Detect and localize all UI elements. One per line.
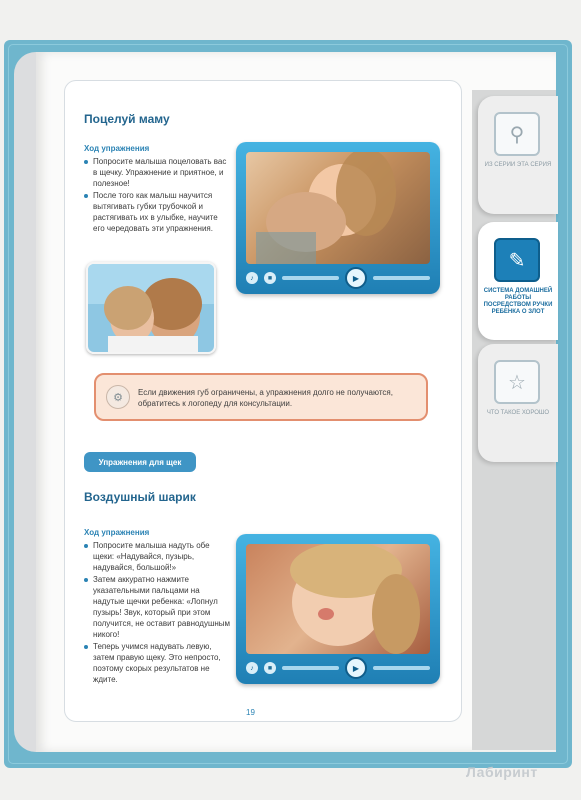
video-controls: [246, 660, 430, 676]
tab-label: ИЗ СЕРИИ ЭТА СЕРИЯ: [484, 162, 552, 168]
gear-icon: ⚙: [106, 385, 130, 409]
play-button[interactable]: ▶: [345, 657, 367, 679]
tip-text: Если движения губ ограничены, а упражнения долго не получаются, обратитесь к логопеду для консультации.: [138, 388, 393, 408]
progress-track[interactable]: [282, 276, 339, 280]
section-label: Упражнения для щек: [84, 452, 196, 472]
tab-homework[interactable]: [478, 222, 558, 340]
volume-button[interactable]: ♪: [246, 272, 258, 284]
section1-title: Поцелуй маму: [84, 112, 170, 126]
progress-track[interactable]: [373, 276, 430, 280]
tab-label: ЧТО ТАКОЕ ХОРОШО: [486, 410, 550, 416]
volume-button[interactable]: ♪: [246, 662, 258, 674]
video-player: [236, 534, 440, 684]
watermark-logo: Лабиринт: [466, 764, 538, 780]
list-item: Попросите малыша надуть обе щеки: «Надувайся, пузырь, надувайся, большой!»: [84, 540, 232, 573]
tab-search[interactable]: [478, 96, 558, 214]
video-frame-kiss: [246, 152, 430, 264]
progress-track[interactable]: [282, 666, 339, 670]
video-controls: [246, 270, 430, 286]
stop-button[interactable]: ■: [264, 662, 276, 674]
section1-steps: [84, 156, 230, 235]
star-icon: ☆: [494, 360, 540, 404]
progress-track[interactable]: [373, 666, 430, 670]
pencil-icon: ✎: [494, 238, 540, 282]
section2-title: Воздушный шарик: [84, 490, 196, 504]
section1-steps-title: Ход упражнения: [84, 144, 150, 153]
section2-steps-title: Ход упражнения: [84, 528, 150, 537]
section2-steps: [84, 540, 232, 686]
tab-good[interactable]: [478, 344, 558, 462]
page-number: 19: [246, 708, 255, 717]
video-frame-balloon: [246, 544, 430, 654]
list-item: Попросите малыша поцеловать вас в щечку. Упражнение и приятное, и полезное!: [84, 156, 230, 189]
video-image: [246, 152, 430, 264]
mother-kiss-photo: [86, 262, 216, 354]
list-item: Затем аккуратно нажмите указательными пальцами на надутые щечки ребенка: «Лопнул пузырь! Звук, который при этом получится, не оставит равнодушным никого!: [84, 574, 232, 640]
tip-box: [94, 373, 428, 421]
photo-image: [88, 264, 214, 352]
play-button[interactable]: ▶: [345, 267, 367, 289]
tab-label: СИСТЕМА ДОМАШНЕЙ РАБОТЫ ПОСРЕДСТВОМ РУЧКИ РЕБЕНКА О ЗЛОТ: [483, 288, 553, 315]
video-image: [246, 544, 430, 654]
list-item: После того как малыш научится вытягивать губки трубочкой и растягивать их в улыбке, научите его чередовать эти упражнения.: [84, 190, 230, 234]
video-player: [236, 142, 440, 294]
stop-button[interactable]: ■: [264, 272, 276, 284]
list-item: Теперь учимся надувать левую, затем правую щеку. Это непросто, поэтому скорых результатов не ждите.: [84, 641, 232, 685]
magnifier-icon: ⚲: [494, 112, 540, 156]
